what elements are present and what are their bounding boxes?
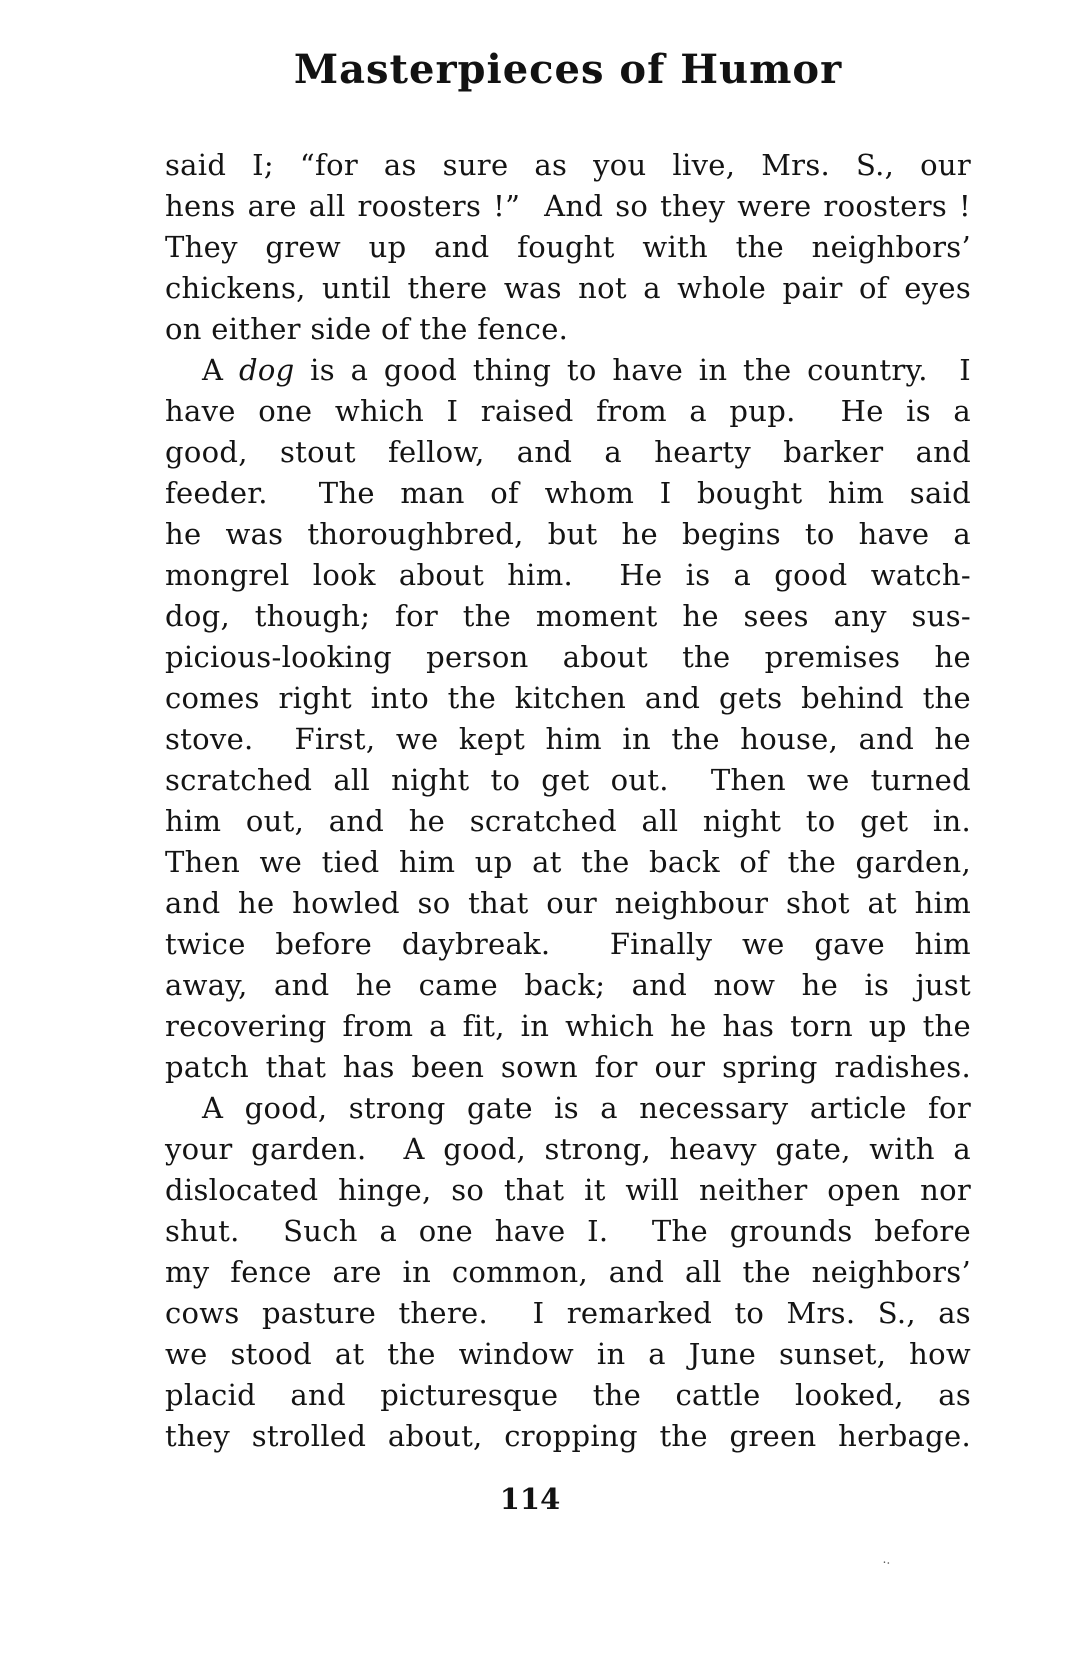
text-line: away, and he came back; and now he is just — [165, 968, 971, 1002]
text-line: mongrel look about him. He is a good watch- — [165, 558, 971, 592]
text-line: we stood at the window in a June sunset, how — [165, 1337, 971, 1371]
text-line: they strolled about, cropping the green herbage. — [165, 1419, 971, 1453]
text-line: recovering from a fit, in which he has torn up the — [165, 1009, 971, 1043]
page-title: Masterpieces of Humor — [293, 46, 843, 93]
text-line: your garden. A good, strong, heavy gate, with a — [165, 1132, 971, 1166]
text-line: stove. First, we kept him in the house, and he — [165, 722, 971, 756]
text-line: A good, strong gate is a necessary article for — [202, 1091, 971, 1125]
text-line: my fence are in common, and all the neighbors’ — [165, 1255, 971, 1289]
text-line: twice before daybreak. Finally we gave him — [165, 927, 971, 961]
text-line: chickens, until there was not a whole pair of eyes — [165, 271, 971, 305]
text-line: on either side of the fence. — [165, 312, 569, 346]
text-line: good, stout fellow, and a hearty barker and — [165, 435, 971, 469]
text-line: placid and picturesque the cattle looked, as — [165, 1378, 971, 1412]
text-line: A dog is a good thing to have in the country. I — [202, 353, 971, 387]
text-line: shut. Such a one have I. The grounds before — [165, 1214, 971, 1248]
text-line: comes right into the kitchen and gets behind the — [165, 681, 971, 715]
page-number: 114 — [499, 1482, 561, 1516]
text-line: They grew up and fought with the neighbors’ — [165, 230, 971, 264]
text-line: he was thoroughbred, but he begins to have a — [165, 517, 971, 551]
italic-word: dog — [238, 353, 295, 387]
text-block — [165, 145, 971, 1457]
text-line: feeder. The man of whom I bought him said — [165, 476, 971, 510]
text-line: picious-looking person about the premises he — [165, 640, 971, 674]
text-line: said I; “for as sure as you live, Mrs. S., our — [165, 148, 971, 182]
text-line: and he howled so that our neighbour shot at him — [165, 886, 971, 920]
scan-speck: ‥ — [881, 1551, 893, 1568]
text-line: Then we tied him up at the back of the garden, — [165, 845, 971, 879]
text-line: cows pasture there. I remarked to Mrs. S., as — [165, 1296, 971, 1330]
text-line: hens are all roosters !” And so they were roosters ! — [165, 189, 971, 223]
text-line: him out, and he scratched all night to get in. — [165, 804, 971, 838]
text-line: patch that has been sown for our spring radishes. — [165, 1050, 971, 1084]
text-line: dog, though; for the moment he sees any sus- — [165, 599, 971, 633]
text-line: have one which I raised from a pup. He is a — [165, 394, 971, 428]
text-line: scratched all night to get out. Then we turned — [165, 763, 971, 797]
text-line: dislocated hinge, so that it will neither open nor — [165, 1173, 971, 1207]
